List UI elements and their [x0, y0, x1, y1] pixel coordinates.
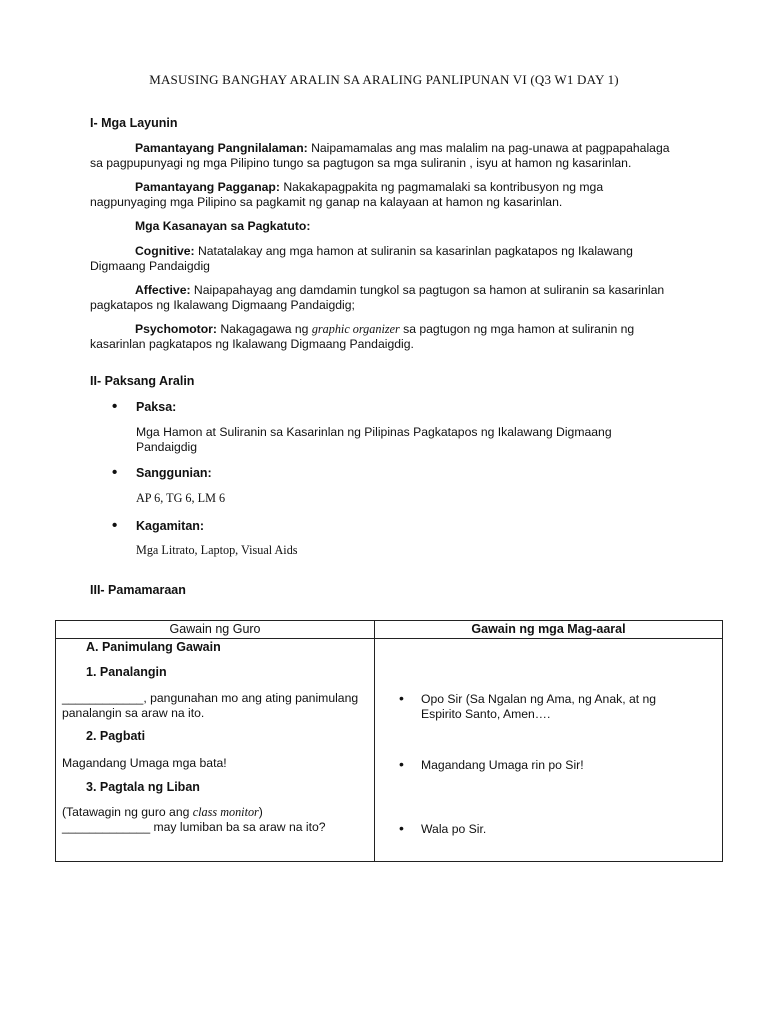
- pangnilalaman-text-1: Naipamamalas ang mas malalim na pag-unawa at pagpapahalaga: [307, 141, 670, 155]
- pamantayang-pagganap: [90, 180, 690, 210]
- kasanayan-label: Mga Kasanayan sa Pagkatuto:: [135, 219, 311, 233]
- panalangin-text-1: ____________, pangunahan mo ang ating panimulang: [62, 691, 359, 705]
- document-title: MASUSING BANGHAY ARALIN SA ARALING PANLIPUNAN VI (Q3 W1 DAY 1): [149, 72, 619, 87]
- col-header-guro: Gawain ng Guro: [56, 621, 375, 639]
- psychomotor-text-2: kasarinlan pagkatapos ng Ikalawang Digmaang Pandaigdig.: [90, 337, 414, 351]
- affective-text-2: pagkatapos ng Ikalawang Digmaang Pandaigdig;: [90, 298, 355, 312]
- pagtala-italic: class monitor: [192, 805, 259, 819]
- response-panalangin: [399, 691, 719, 722]
- bullet-icon: •: [399, 690, 404, 706]
- paksa-text-1: Mga Hamon at Suliranin sa Kasarinlan ng Pilipinas Pagkatapos ng Ikalawang Digmaang: [136, 425, 612, 439]
- pamamaraan-table: [55, 620, 723, 862]
- sanggunian-bullet-item: [112, 465, 212, 481]
- pangnilalaman-label: Pamantayang Pangnilalaman:: [135, 141, 308, 155]
- pagganap-text-1: Nakakapagpakita ng pagmamalaki sa kontribusyon ng mga: [279, 180, 604, 194]
- response-pagtala: [399, 821, 486, 837]
- bullet-icon: •: [399, 756, 404, 772]
- pagbati-text: Magandang Umaga mga bata!: [62, 756, 227, 770]
- pagtala-text-1b: ): [258, 805, 263, 819]
- sanggunian-label: Sanggunian:: [136, 466, 212, 480]
- guro-cell: [56, 639, 375, 862]
- panalangin-text-2: panalangin sa araw na ito.: [62, 706, 205, 720]
- affective-label: Affective:: [135, 283, 191, 297]
- bullet-icon: •: [112, 517, 118, 534]
- response-1-line-2: Espirito Santo, Amen….: [421, 707, 551, 721]
- panalangin-text: [62, 691, 372, 721]
- cognitive-objective: [90, 244, 690, 274]
- paksa-text: [136, 425, 696, 455]
- pagtala-text-2: _____________ may lumiban ba sa araw na ito?: [62, 820, 326, 834]
- kagamitan-label: Kagamitan:: [136, 519, 205, 533]
- response-3: Wala po Sir.: [421, 822, 487, 836]
- table-row: [56, 639, 723, 862]
- kagamitan-text: Mga Litrato, Laptop, Visual Aids: [136, 543, 298, 557]
- mag-aaral-cell: [375, 639, 723, 862]
- paksa-bullet-item: [112, 399, 176, 415]
- response-1-line-1: Opo Sir (Sa Ngalan ng Ama, ng Anak, at ng: [421, 692, 657, 706]
- psychomotor-text-1a: Nakagagawa ng: [216, 322, 312, 336]
- pagganap-text-2: nagpunyaging mga Pilipino sa pagkamit ng ganap na kalayaan at hamon ng kasarinlan.: [90, 195, 563, 209]
- cognitive-label: Cognitive:: [135, 244, 195, 258]
- psychomotor-italic: graphic organizer: [311, 322, 400, 336]
- bullet-icon: •: [399, 820, 404, 836]
- kagamitan-bullet-item: [112, 518, 204, 534]
- pagganap-label: Pamantayang Pagganap:: [135, 180, 280, 194]
- affective-objective: [90, 283, 690, 313]
- affective-text-1: Naipapahayag ang damdamin tungkol sa pagtugon sa hamon at suliranin sa kasarinlan: [190, 283, 665, 297]
- pamantayang-pangnilalaman: [90, 141, 690, 171]
- step-pagtala-ng-liban: 3. Pagtala ng Liban: [86, 780, 200, 794]
- response-pagbati: [399, 757, 584, 773]
- kasanayan-heading: [90, 219, 690, 234]
- col-header-mag-aaral: Gawain ng mga Mag-aaral: [375, 621, 723, 639]
- bullet-icon: •: [112, 464, 118, 481]
- pagtala-text-1a: (Tatawagin ng guro ang: [62, 805, 193, 819]
- paksa-label: Paksa:: [136, 400, 177, 414]
- pangnilalaman-text-2: sa pagpupunyagi ng mga Pilipino tungo sa pagtugon sa mga suliranin , isyu at hamon ng kasarinlan.: [90, 156, 632, 170]
- step-pagbati: 2. Pagbati: [86, 729, 146, 743]
- psychomotor-text-1b: sa pagtugon ng mga hamon at suliranin ng: [399, 322, 635, 336]
- paksa-text-2: Pandaigdig: [136, 440, 197, 454]
- psychomotor-objective: [90, 322, 690, 352]
- bullet-icon: •: [112, 398, 118, 415]
- cognitive-text-2: Digmaang Pandaigdig: [90, 259, 210, 273]
- section-heading-layunin: I- Mga Layunin: [90, 116, 178, 130]
- response-2: Magandang Umaga rin po Sir!: [421, 758, 584, 772]
- step-panalangin: 1. Panalangin: [86, 665, 167, 679]
- section-heading-paksang-aralin: II- Paksang Aralin: [90, 374, 195, 388]
- section-heading-pamamaraan: III- Pamamaraan: [90, 583, 186, 597]
- panimulang-gawain-label: A. Panimulang Gawain: [86, 640, 221, 654]
- psychomotor-label: Psychomotor:: [135, 322, 217, 336]
- pagtala-text: [62, 805, 372, 835]
- cognitive-text-1: Natatalakay ang mga hamon at suliranin sa kasarinlan pagkatapos ng Ikalawang: [194, 244, 633, 258]
- table-header-row: [56, 621, 723, 639]
- sanggunian-text: AP 6, TG 6, LM 6: [136, 491, 226, 505]
